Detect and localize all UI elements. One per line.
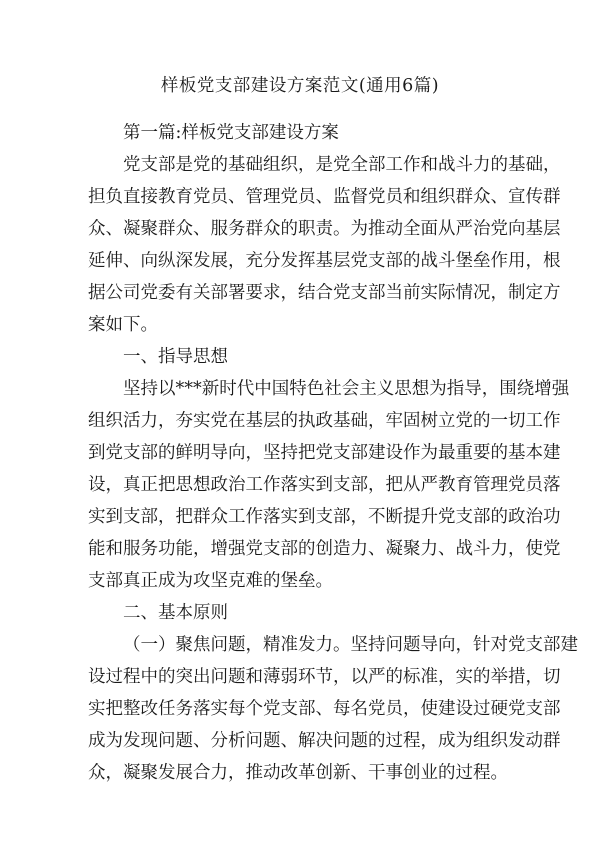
paragraph-line: 案如下。	[88, 315, 158, 335]
paragraph-line: 延伸、向纵深发展，充分发挥基层党支部的战斗堡垒作用，根	[88, 251, 561, 271]
paragraph-line: 设过程中的突出问题和薄弱环节，以严的标准，实的举措，切	[88, 667, 561, 687]
section-heading-basic-principles: 二、基本原则	[123, 603, 228, 623]
paragraph-line: 据公司党委有关部署要求，结合党支部当前实际情况，制定方	[88, 283, 561, 303]
paragraph-line: 组织活力，夯实党在基层的执政基础，牢固树立党的一切工作	[88, 411, 561, 431]
paragraph-line: 支部真正成为攻坚克难的堡垒。	[88, 571, 333, 591]
paragraph-line: 能和服务功能，增强党支部的创造力、凝聚力、战斗力，使党	[88, 539, 561, 559]
paragraph-line: 担负直接教育党员、管理党员、监督党员和组织群众、宣传群	[88, 187, 561, 207]
paragraph-line: （一）聚焦问题，精准发力。坚持问题导向，针对党支部建	[123, 635, 578, 655]
document-title: 样板党支部建设方案范文(通用6篇)	[160, 76, 440, 96]
paragraph-line: 坚持以***新时代中国特色社会主义思想为指导，围绕增强	[123, 379, 570, 399]
paragraph-line: 众，凝聚发展合力，推动改革创新、干事创业的过程。	[88, 763, 508, 783]
paragraph-line: 众、凝聚群众、服务群众的职责。为推动全面从严治党向基层	[88, 219, 561, 239]
paragraph-line: 实把整改任务落实每个党支部、每名党员，使建设过硬党支部	[88, 699, 561, 719]
paragraph-line: 设，真正把思想政治工作落实到支部，把从严教育管理党员落	[88, 475, 561, 495]
chapter-heading: 第一篇:样板党支部建设方案	[123, 123, 339, 143]
paragraph-line: 党支部是党的基础组织，是党全部工作和战斗力的基础，	[123, 155, 561, 175]
paragraph-line: 实到支部，把群众工作落实到支部，不断提升党支部的政治功	[88, 507, 561, 527]
paragraph-line: 成为发现问题、分析问题、解决问题的过程，成为组织发动群	[88, 731, 561, 751]
section-heading-guiding-ideology: 一、指导思想	[123, 347, 228, 367]
paragraph-line: 到党支部的鲜明导向，坚持把党支部建设作为最重要的基本建	[88, 443, 561, 463]
